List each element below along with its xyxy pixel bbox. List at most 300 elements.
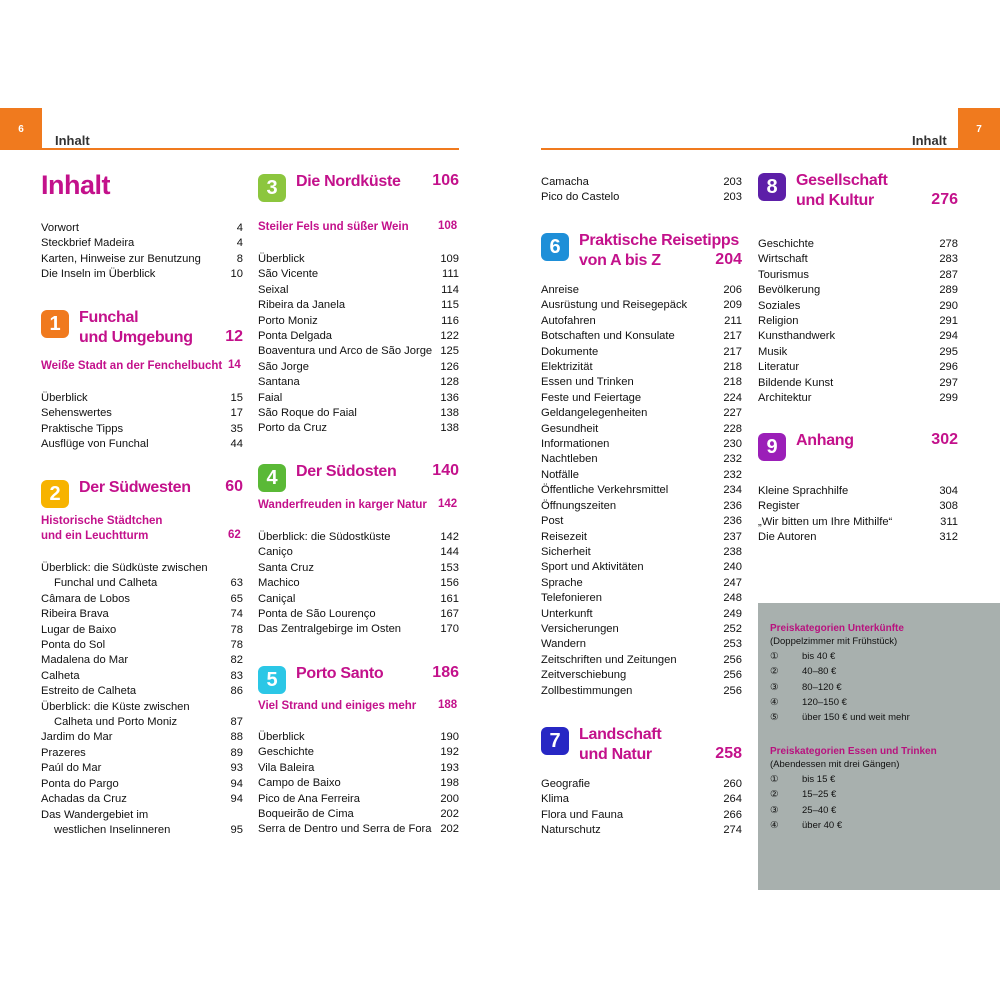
price-row bbox=[770, 772, 995, 787]
entry-title: Ausrüstung und Reisegepäck bbox=[541, 299, 688, 312]
entry-title: Überblick: die Südostküste bbox=[258, 531, 391, 543]
entry-title: Elektrizität bbox=[541, 361, 593, 374]
entry-title: Telefonieren bbox=[541, 592, 602, 605]
entry-page: 89 bbox=[230, 746, 243, 759]
entry-page: 4 bbox=[236, 222, 243, 234]
section-number-badge: 9 bbox=[758, 433, 786, 461]
section-number-badge: 1 bbox=[41, 310, 69, 338]
entry-page: 83 bbox=[230, 669, 243, 682]
toc-entry bbox=[41, 221, 243, 236]
toc-entry bbox=[258, 545, 459, 560]
entry-title: Prazeres bbox=[41, 746, 86, 759]
toc-entry bbox=[541, 406, 742, 421]
toc-entry bbox=[258, 406, 459, 421]
entry-title: Paúl do Mar bbox=[41, 762, 102, 775]
accommodation-price-list bbox=[770, 649, 995, 725]
section-title: Anhang bbox=[796, 432, 854, 449]
entry-page: 94 bbox=[230, 793, 243, 806]
entry-page: 170 bbox=[440, 623, 459, 636]
entry-title: Zeitverschiebung bbox=[541, 669, 627, 682]
accommodation-price-title: Preiskategorien Unterkünfte bbox=[770, 623, 904, 634]
entry-page: 224 bbox=[723, 391, 742, 404]
toc-entry bbox=[758, 391, 958, 406]
toc-entry bbox=[541, 576, 742, 591]
toc-entry bbox=[541, 468, 742, 483]
price-row bbox=[770, 787, 995, 802]
entry-page: 111 bbox=[441, 268, 459, 281]
entry-page bbox=[239, 700, 243, 715]
toc-entry bbox=[541, 345, 742, 360]
toc-entry bbox=[541, 483, 742, 498]
entry-page: 44 bbox=[230, 438, 243, 451]
entry-page: 217 bbox=[723, 330, 742, 343]
section-page: 12 bbox=[225, 328, 243, 345]
toc-entry bbox=[758, 360, 958, 375]
toc-entry bbox=[541, 560, 742, 575]
entry-page: 125 bbox=[440, 345, 459, 358]
entry-page: 211 bbox=[724, 314, 742, 327]
toc-entry bbox=[258, 561, 459, 576]
entry-page: 248 bbox=[723, 592, 742, 605]
entry-title: Santana bbox=[258, 376, 300, 389]
entry-title: Wandern bbox=[541, 638, 586, 651]
toc-entry bbox=[258, 730, 459, 745]
price-range: 120–150 € bbox=[802, 696, 847, 708]
entry-title: Boaventura und Arco de São Jorge bbox=[258, 345, 433, 358]
entry-page: 311 bbox=[940, 515, 958, 528]
entry-title: São Roque do Faial bbox=[258, 407, 357, 420]
section-9-header bbox=[758, 431, 958, 465]
entry-title: Informationen bbox=[541, 438, 610, 451]
entry-page: 8 bbox=[236, 252, 243, 265]
entry-title: Soziales bbox=[758, 299, 801, 312]
entry-page: 114 bbox=[441, 283, 459, 296]
running-header-left: Inhalt bbox=[55, 133, 90, 148]
toc-entry bbox=[41, 715, 243, 730]
entry-title: Geldangelegenheiten bbox=[541, 407, 648, 420]
entry-page: 128 bbox=[440, 376, 459, 389]
entry-title: Vila Baleira bbox=[258, 761, 315, 774]
toc-entry bbox=[541, 622, 742, 637]
price-row bbox=[770, 710, 995, 725]
entry-page: 202 bbox=[440, 808, 459, 821]
entry-title: Flora und Fauna bbox=[541, 808, 624, 821]
toc-entry bbox=[541, 545, 742, 560]
section-3-subpage: 108 bbox=[438, 220, 458, 232]
page-number-right: 7 bbox=[958, 108, 1000, 150]
entry-title: Vorwort bbox=[41, 222, 79, 234]
entry-title: Öffnungszeiten bbox=[541, 499, 617, 512]
section-number-badge: 5 bbox=[258, 666, 286, 694]
section-5-subtitle: Viel Strand und einiges mehr bbox=[258, 700, 417, 712]
toc-entry bbox=[258, 360, 459, 375]
entry-title: Zeitschriften und Zeitungen bbox=[541, 653, 677, 666]
toc-entry bbox=[258, 592, 459, 607]
entry-page: 230 bbox=[723, 438, 742, 451]
entry-page: 247 bbox=[723, 576, 742, 589]
entry-page: 249 bbox=[723, 607, 742, 620]
toc-entry bbox=[258, 375, 459, 390]
entry-title: Ponta do Pargo bbox=[41, 777, 119, 790]
entry-title: Camacha bbox=[541, 176, 589, 188]
price-row bbox=[770, 680, 995, 695]
price-range: über 40 € bbox=[802, 819, 843, 831]
entry-page: 88 bbox=[230, 731, 243, 744]
entry-title: Literatur bbox=[758, 361, 800, 374]
entry-title: Ribeira da Janela bbox=[258, 299, 346, 312]
toc-entry bbox=[541, 792, 742, 807]
entry-title: Architektur bbox=[758, 392, 812, 405]
toc-entry bbox=[758, 515, 958, 530]
toc-entry bbox=[541, 591, 742, 606]
toc-entry bbox=[541, 808, 742, 823]
toc-entry bbox=[758, 376, 958, 391]
toc-entry bbox=[41, 607, 243, 622]
entry-title: Autofahren bbox=[541, 314, 596, 327]
section-page: 276 bbox=[931, 191, 958, 208]
toc-entry bbox=[41, 236, 243, 251]
entry-page: 278 bbox=[939, 238, 958, 250]
toc-entry bbox=[41, 777, 243, 792]
running-header-right: Inhalt bbox=[912, 133, 947, 148]
price-row bbox=[770, 803, 995, 818]
entry-page: 202 bbox=[440, 823, 459, 836]
entry-page: 161 bbox=[440, 592, 459, 605]
entry-title: Kleine Sprachhilfe bbox=[758, 485, 849, 497]
toc-entry bbox=[541, 653, 742, 668]
entry-page: 294 bbox=[939, 330, 958, 343]
toc-entry bbox=[541, 314, 742, 329]
entry-title: Karten, Hinweise zur Benutzung bbox=[41, 252, 201, 265]
entry-title: Caniçal bbox=[258, 592, 296, 605]
entry-title: Botschaften und Konsulate bbox=[541, 330, 675, 343]
entry-title: Musik bbox=[758, 345, 788, 358]
toc-entry bbox=[758, 484, 958, 499]
section-page: 258 bbox=[715, 745, 742, 762]
entry-title: Lugar de Baixo bbox=[41, 623, 117, 636]
section-title: Der Südwesten bbox=[79, 479, 191, 496]
toc-entry bbox=[258, 298, 459, 313]
toc-entry bbox=[41, 576, 243, 591]
entry-page: 95 bbox=[230, 823, 243, 836]
section-page: 204 bbox=[715, 251, 742, 268]
section-1-list bbox=[41, 391, 243, 453]
toc-entry bbox=[258, 622, 459, 637]
entry-page: 274 bbox=[723, 824, 742, 837]
entry-title: Das Zentralgebirge im Osten bbox=[258, 623, 402, 636]
toc-entry bbox=[541, 298, 742, 313]
entry-title: Essen und Trinken bbox=[541, 376, 634, 389]
section-8-list bbox=[758, 237, 958, 406]
entry-page: 82 bbox=[230, 654, 243, 667]
entry-title: Religion bbox=[758, 315, 799, 328]
entry-title: Serra de Dentro und Serra de Fora bbox=[258, 823, 432, 836]
toc-entry bbox=[541, 823, 742, 838]
toc-entry bbox=[258, 822, 459, 837]
entry-title: Geschichte bbox=[758, 238, 814, 250]
entry-page: 218 bbox=[723, 376, 742, 389]
price-category-symbol: ⑤ bbox=[770, 712, 779, 724]
entry-title: São Vicente bbox=[258, 268, 319, 281]
price-category-symbol: ③ bbox=[770, 681, 779, 693]
entry-page: 232 bbox=[723, 453, 742, 466]
entry-page: 295 bbox=[939, 345, 958, 358]
entry-page: 86 bbox=[230, 685, 243, 698]
entry-title: Porto da Cruz bbox=[258, 422, 328, 435]
toc-entry bbox=[541, 329, 742, 344]
entry-page: 87 bbox=[230, 716, 243, 729]
section-2-header bbox=[41, 478, 243, 512]
entry-page: 4 bbox=[236, 237, 243, 250]
toc-entry bbox=[758, 530, 958, 545]
toc-entry bbox=[41, 730, 243, 745]
toc-entry bbox=[541, 422, 742, 437]
entry-page: 94 bbox=[230, 777, 243, 790]
entry-title: Dokumente bbox=[541, 345, 599, 358]
entry-title: Post bbox=[541, 515, 564, 528]
entry-title: Überblick: die Küste zwischen bbox=[41, 700, 190, 713]
entry-title: Calheta bbox=[41, 669, 80, 682]
entry-title: Estreito de Calheta bbox=[41, 685, 137, 698]
entry-title: Überblick bbox=[258, 731, 305, 743]
price-category-symbol: ① bbox=[770, 774, 779, 785]
section-6-list bbox=[541, 283, 742, 699]
section-number-badge: 7 bbox=[541, 727, 569, 755]
accommodation-price-note: (Doppelzimmer mit Frühstück) bbox=[770, 636, 898, 647]
toc-entry bbox=[258, 761, 459, 776]
entry-page: 256 bbox=[723, 669, 742, 682]
entry-page: 237 bbox=[723, 530, 742, 543]
entry-title: Seixal bbox=[258, 283, 289, 296]
toc-entry bbox=[541, 514, 742, 529]
entry-page: 299 bbox=[939, 392, 958, 405]
entry-page: 198 bbox=[440, 777, 459, 790]
entry-title: Anreise bbox=[541, 284, 579, 296]
entry-page: 63 bbox=[230, 577, 243, 590]
section-9-list bbox=[758, 484, 958, 546]
price-category-symbol: ④ bbox=[770, 696, 779, 708]
section-page: 106 bbox=[432, 172, 459, 189]
entry-title: Achadas da Cruz bbox=[41, 793, 127, 806]
entry-page: 209 bbox=[723, 299, 742, 312]
entry-page: 93 bbox=[230, 762, 243, 775]
entry-title: Überblick bbox=[41, 392, 88, 404]
entry-page: 136 bbox=[440, 391, 459, 404]
entry-title: Überblick: die Südküste zwischen bbox=[41, 562, 208, 574]
entry-page: 142 bbox=[440, 531, 459, 543]
section-number-badge: 2 bbox=[41, 480, 69, 508]
entry-title: Die Autoren bbox=[758, 531, 817, 544]
toc-entry bbox=[258, 344, 459, 359]
entry-title: Ponta Delgada bbox=[258, 330, 333, 343]
toc-entry bbox=[258, 576, 459, 591]
entry-page: 290 bbox=[939, 299, 958, 312]
entry-page: 308 bbox=[939, 500, 958, 513]
toc-entry bbox=[258, 267, 459, 282]
entry-title: Bildende Kunst bbox=[758, 376, 834, 389]
price-range: 25–40 € bbox=[802, 804, 837, 816]
toc-entry bbox=[758, 329, 958, 344]
entry-page: 138 bbox=[440, 422, 459, 435]
page-number-left: 6 bbox=[0, 108, 42, 150]
entry-page: 227 bbox=[723, 407, 742, 420]
toc-entry bbox=[758, 268, 958, 283]
toc-entry bbox=[258, 607, 459, 622]
toc-entry bbox=[41, 684, 243, 699]
entry-title: Nachtleben bbox=[541, 453, 598, 466]
entry-page: 253 bbox=[723, 638, 742, 651]
toc-entry bbox=[258, 421, 459, 436]
entry-title: Bevölkerung bbox=[758, 284, 821, 297]
entry-page: 65 bbox=[230, 592, 243, 605]
price-range: 15–25 € bbox=[802, 789, 837, 801]
toc-entry bbox=[41, 700, 243, 715]
toc-entry bbox=[41, 746, 243, 761]
price-range: 40–80 € bbox=[802, 666, 837, 678]
entry-page: 228 bbox=[723, 422, 742, 435]
entry-page: 167 bbox=[440, 608, 459, 621]
entry-title: Kunsthandwerk bbox=[758, 330, 836, 343]
entry-page: 217 bbox=[723, 345, 742, 358]
entry-title: Porto Moniz bbox=[258, 314, 318, 327]
toc-entry bbox=[41, 638, 243, 653]
toc-entry bbox=[41, 561, 243, 576]
entry-page: 109 bbox=[440, 253, 459, 265]
section-1-subtitle: Weiße Stadt an der Fenchelbucht bbox=[41, 360, 223, 372]
entry-title: Machico bbox=[258, 577, 300, 590]
price-category-symbol: ③ bbox=[770, 804, 779, 816]
entry-title: Sicherheit bbox=[541, 545, 591, 558]
entry-page: 35 bbox=[230, 422, 243, 435]
section-3-list bbox=[258, 252, 459, 437]
section-number-badge: 6 bbox=[541, 233, 569, 261]
entry-title: Calheta und Porto Moniz bbox=[54, 716, 178, 729]
entry-title: Câmara de Lobos bbox=[41, 592, 130, 605]
price-row bbox=[770, 695, 995, 710]
header-rule-right bbox=[541, 148, 958, 150]
entry-title: Notfälle bbox=[541, 468, 579, 481]
entry-page: 17 bbox=[230, 407, 243, 420]
toc-entry bbox=[258, 252, 459, 267]
toc-entry bbox=[258, 807, 459, 822]
entry-title: Caniço bbox=[258, 546, 293, 559]
toc-entry bbox=[258, 792, 459, 807]
entry-page: 238 bbox=[723, 545, 742, 558]
entry-title: Sehenswertes bbox=[41, 407, 112, 420]
entry-title: Feste und Feiertage bbox=[541, 391, 642, 404]
entry-title: Überblick bbox=[258, 253, 305, 265]
entry-title: Wirtschaft bbox=[758, 253, 808, 266]
section-4-subtitle: Wanderfreuden in karger Natur bbox=[258, 499, 427, 511]
entry-page: 153 bbox=[440, 561, 459, 574]
entry-page: 264 bbox=[723, 793, 742, 806]
toc-entry bbox=[541, 499, 742, 514]
section-number-badge: 8 bbox=[758, 173, 786, 201]
entry-page: 10 bbox=[230, 268, 243, 281]
food-price-list bbox=[770, 772, 995, 833]
toc-entry bbox=[758, 283, 958, 298]
intro-list bbox=[41, 221, 243, 283]
section-8-header bbox=[758, 171, 958, 215]
entry-title: Boqueirão de Cima bbox=[258, 808, 354, 821]
toc-entry bbox=[758, 237, 958, 252]
toc-entry bbox=[258, 329, 459, 344]
entry-title: Das Wandergebiet im bbox=[41, 808, 149, 821]
toc-entry bbox=[758, 345, 958, 360]
section-page: 140 bbox=[432, 462, 459, 479]
entry-page: 256 bbox=[723, 684, 742, 697]
section-number-badge: 4 bbox=[258, 464, 286, 492]
entry-page: 138 bbox=[440, 407, 459, 420]
toc-entry bbox=[41, 252, 243, 267]
entry-page: 116 bbox=[441, 314, 459, 327]
entry-title: Pico de Ana Ferreira bbox=[258, 792, 360, 805]
header-rule-left bbox=[42, 148, 459, 150]
entry-title: Faial bbox=[258, 391, 283, 404]
entry-title: Gesundheit bbox=[541, 422, 599, 435]
entry-page: 122 bbox=[440, 330, 459, 343]
entry-title: Sport und Aktivitäten bbox=[541, 561, 644, 574]
entry-title: Zollbestimmungen bbox=[541, 684, 633, 697]
entry-title: Die Inseln im Überblick bbox=[41, 268, 156, 281]
entry-title: „Wir bitten um Ihre Mithilfe“ bbox=[758, 515, 893, 528]
entry-page: 266 bbox=[723, 808, 742, 821]
toc-entry bbox=[541, 452, 742, 467]
toc-entry bbox=[758, 499, 958, 514]
entry-page: 236 bbox=[723, 515, 742, 528]
toc-entry bbox=[41, 422, 243, 437]
section-number-badge: 3 bbox=[258, 174, 286, 202]
entry-title: Campo de Baixo bbox=[258, 777, 341, 790]
entry-page: 192 bbox=[440, 746, 459, 759]
toc-entry bbox=[541, 391, 742, 406]
entry-title: São Jorge bbox=[258, 360, 309, 373]
toc-entry bbox=[258, 283, 459, 298]
entry-title: Praktische Tipps bbox=[41, 422, 124, 435]
entry-page: 15 bbox=[230, 392, 243, 404]
section-3-header bbox=[258, 172, 459, 206]
section-2-list bbox=[41, 561, 243, 838]
toc-entry bbox=[541, 668, 742, 683]
section-page: 302 bbox=[931, 431, 958, 448]
section-4-list bbox=[258, 530, 459, 638]
entry-title: Ponta de São Lourenço bbox=[258, 608, 376, 621]
entry-title: Versicherungen bbox=[541, 622, 619, 635]
price-category-symbol: ④ bbox=[770, 819, 779, 831]
entry-title: Sprache bbox=[541, 576, 583, 589]
entry-title: Naturschutz bbox=[541, 824, 601, 837]
toc-entry bbox=[41, 623, 243, 638]
entry-title: Unterkunft bbox=[541, 607, 593, 620]
entry-title: Funchal und Calheta bbox=[54, 577, 158, 590]
entry-title: Reisezeit bbox=[541, 530, 588, 543]
entry-title: Ponta do Sol bbox=[41, 639, 106, 652]
toc-entry bbox=[41, 592, 243, 607]
food-price-title: Preiskategorien Essen und Trinken bbox=[770, 746, 937, 757]
entry-title: Geschichte bbox=[258, 746, 314, 759]
toc-entry bbox=[41, 823, 243, 838]
entry-page: 144 bbox=[440, 546, 459, 559]
entry-title: Santa Cruz bbox=[258, 561, 314, 574]
toc-entry bbox=[41, 669, 243, 684]
entry-page: 256 bbox=[723, 653, 742, 666]
entry-page: 218 bbox=[723, 361, 742, 374]
toc-entry bbox=[41, 761, 243, 776]
entry-page: 252 bbox=[723, 622, 742, 635]
entry-page: 232 bbox=[723, 468, 742, 481]
price-category-symbol: ② bbox=[770, 789, 779, 801]
toc-entry bbox=[758, 252, 958, 267]
